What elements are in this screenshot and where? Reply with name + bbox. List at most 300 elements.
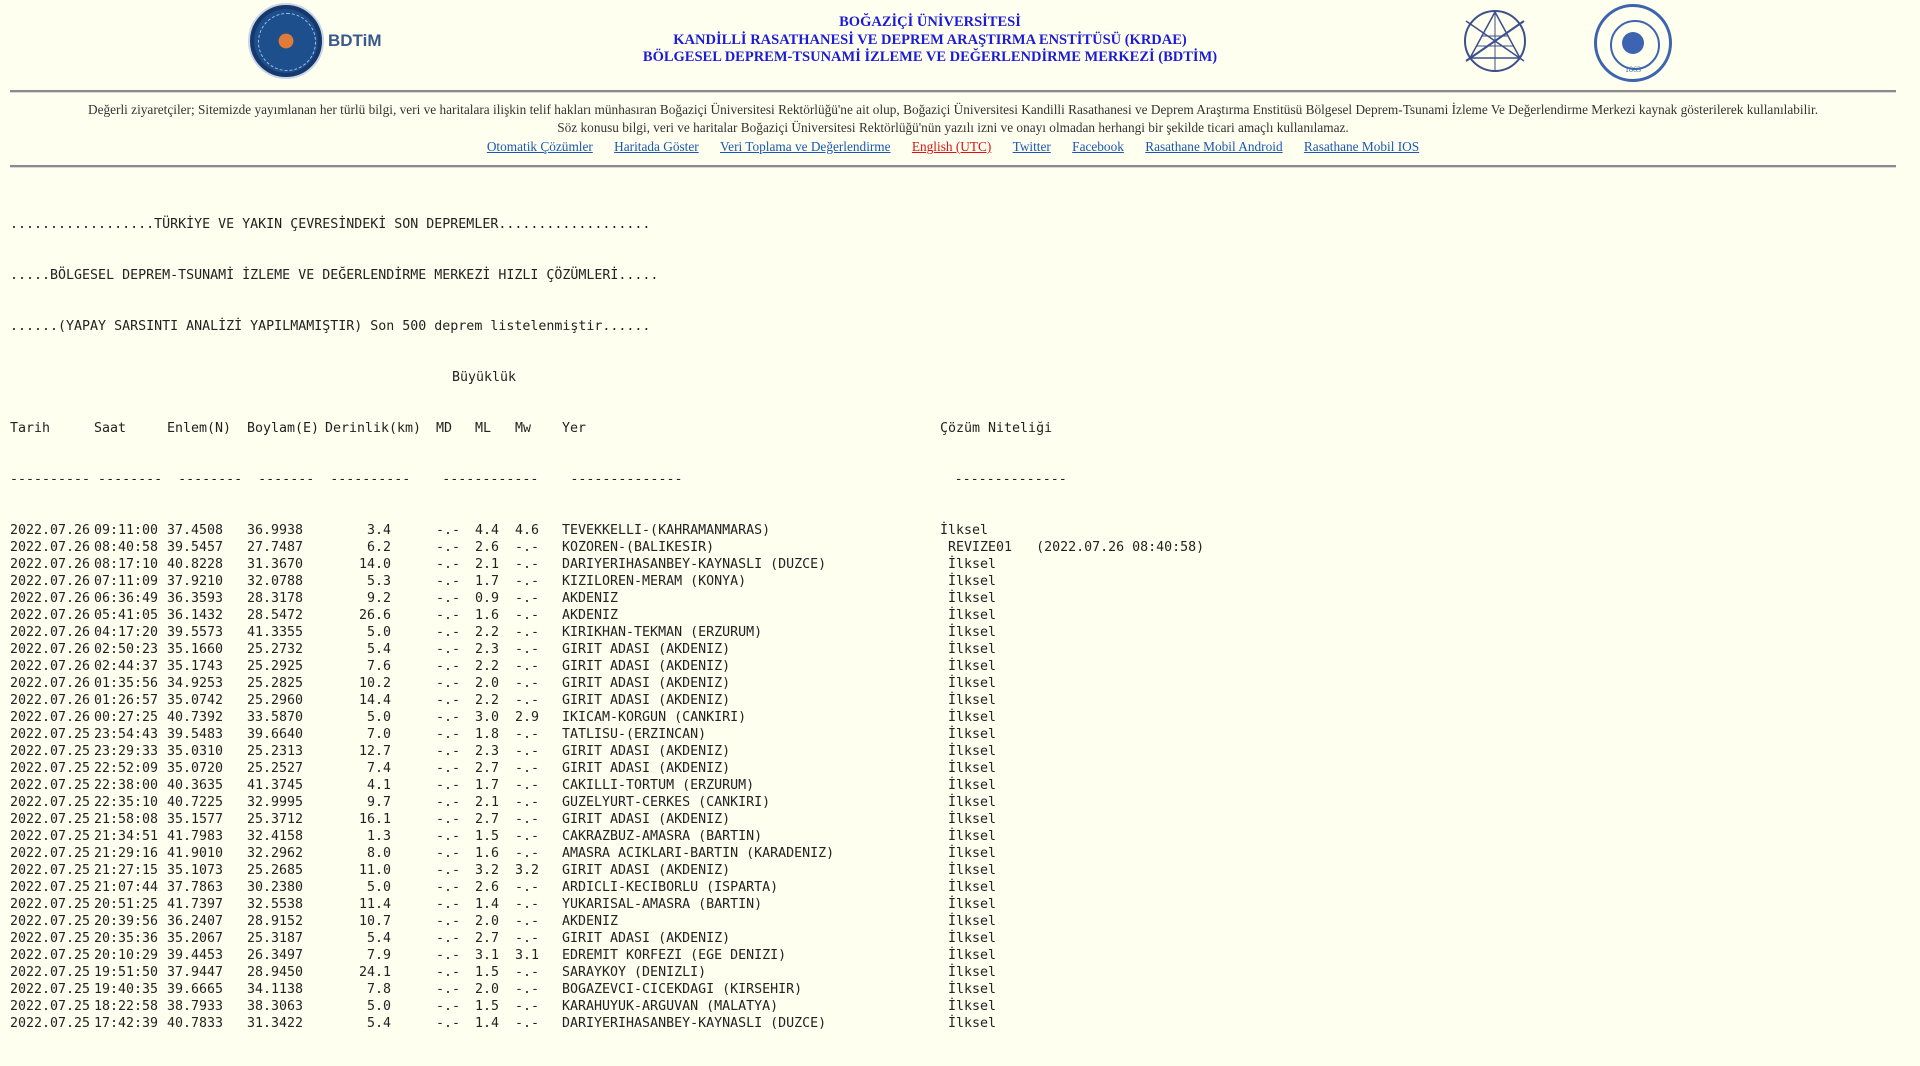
cell-time: 19:40:35 [94, 982, 159, 997]
cell-depth: 26.6 [358, 608, 391, 623]
header-titles [560, 14, 1300, 67]
cell-mw: -.- [515, 693, 540, 708]
table-row [10, 879, 1910, 896]
cell-mw: -.- [515, 931, 540, 946]
table-row [10, 760, 1910, 777]
cell-location: AKDENIZ [562, 914, 619, 929]
cell-ml: 3.2 [475, 863, 500, 878]
cell-quality: İlksel [940, 591, 997, 606]
cell-date: 2022.07.26 [10, 523, 91, 538]
cell-md: -.- [436, 812, 461, 827]
cell-ml: 4.4 [475, 523, 500, 538]
cell-mw: -.- [515, 761, 540, 776]
cell-date: 2022.07.26 [10, 710, 91, 725]
table-row [10, 641, 1910, 658]
cell-location: ARDICLI-KECIBORLU (ISPARTA) [562, 880, 779, 895]
cell-depth: 5.0 [366, 880, 391, 895]
cell-lon: 32.0788 [247, 574, 304, 589]
cell-ml: 1.7 [475, 778, 500, 793]
cell-date: 2022.07.25 [10, 795, 91, 810]
cell-quality: İlksel [940, 965, 997, 980]
cell-location: GUZELYURT-CERKES (CANKIRI) [562, 795, 771, 810]
copyright-notice [10, 101, 1896, 137]
cell-time: 06:36:49 [94, 591, 159, 606]
table-row [10, 607, 1910, 624]
cell-time: 19:51:50 [94, 965, 159, 980]
university-title: BOĞAZİÇİ ÜNİVERSİTESİ [839, 14, 1021, 30]
col-ml: ML [475, 421, 492, 436]
cell-time: 22:35:10 [94, 795, 159, 810]
cell-date: 2022.07.25 [10, 812, 91, 827]
cell-md: -.- [436, 829, 461, 844]
cell-date: 2022.07.25 [10, 931, 91, 946]
cell-time: 20:10:29 [94, 948, 159, 963]
cell-ml: 2.7 [475, 812, 500, 827]
col-depth: Derinlik(km) [325, 421, 422, 436]
cell-mw: -.- [515, 846, 540, 861]
cell-depth: 7.6 [366, 659, 391, 674]
cell-md: -.- [436, 642, 461, 657]
cell-location: KIRIKHAN-TEKMAN (ERZURUM) [562, 625, 763, 640]
cell-time: 02:44:37 [94, 659, 159, 674]
cell-time: 08:17:10 [94, 557, 159, 572]
cell-mw: -.- [515, 659, 540, 674]
cell-mw: -.- [515, 591, 540, 606]
separator-row: ---------- -------- -------- ------- ---------- ------------ -------------- -------------- [10, 472, 1067, 487]
cell-quality: İlksel [940, 523, 989, 538]
cell-location: AKDENIZ [562, 608, 619, 623]
cell-mw: -.- [515, 574, 540, 589]
cell-mw: 3.1 [515, 948, 540, 963]
magnitude-group-label: Büyüklük [452, 370, 517, 385]
table-row [10, 743, 1910, 760]
cell-lon: 32.5538 [247, 897, 304, 912]
link-show-on-map[interactable]: Haritada Göster [614, 139, 699, 154]
cell-lat: 35.1577 [167, 812, 224, 827]
cell-quality: İlksel [940, 795, 997, 810]
cell-md: -.- [436, 557, 461, 572]
listing-heading-1: ..................TÜRKİYE VE YAKIN ÇEVRESİNDEKİ SON DEPREMLER................... [10, 217, 651, 232]
cell-lat: 37.7863 [167, 880, 224, 895]
table-row [10, 573, 1910, 590]
col-date: Tarih [10, 421, 51, 436]
cell-lon: 34.1138 [247, 982, 304, 997]
cell-lat: 35.0310 [167, 744, 224, 759]
cell-ml: 0.9 [475, 591, 500, 606]
cell-ml: 1.6 [475, 608, 500, 623]
cell-time: 01:35:56 [94, 676, 159, 691]
cell-time: 21:27:15 [94, 863, 159, 878]
cell-location: KARAHUYUK-ARGUVAN (MALATYA) [562, 999, 779, 1014]
cell-location: GIRIT ADASI (AKDENIZ) [562, 863, 731, 878]
cell-depth: 5.4 [366, 931, 391, 946]
cell-ml: 2.2 [475, 693, 500, 708]
cell-depth: 24.1 [358, 965, 391, 980]
cell-mw: -.- [515, 880, 540, 895]
cell-location: TATLISU-(ERZINCAN) [562, 727, 707, 742]
cell-time: 05:41:05 [94, 608, 159, 623]
cell-lon: 28.9152 [247, 914, 304, 929]
table-row [10, 828, 1910, 845]
table-row [10, 998, 1910, 1015]
cell-lon: 32.9995 [247, 795, 304, 810]
cell-md: -.- [436, 710, 461, 725]
cell-depth: 6.2 [366, 540, 391, 555]
cell-lat: 37.9210 [167, 574, 224, 589]
cell-ml: 1.5 [475, 829, 500, 844]
cell-md: -.- [436, 1016, 461, 1031]
table-row [10, 556, 1910, 573]
cell-date: 2022.07.26 [10, 591, 91, 606]
cell-date: 2022.07.26 [10, 676, 91, 691]
cell-time: 01:26:57 [94, 693, 159, 708]
cell-location: KIZILOREN-MERAM (KONYA) [562, 574, 747, 589]
cell-depth: 7.9 [366, 948, 391, 963]
cell-depth: 3.4 [366, 523, 391, 538]
cell-date: 2022.07.25 [10, 914, 91, 929]
cell-date: 2022.07.25 [10, 761, 91, 776]
cell-location: GIRIT ADASI (AKDENIZ) [562, 744, 731, 759]
link-data-collection[interactable]: Veri Toplama ve Değerlendirme [720, 139, 891, 154]
cell-lon: 27.7487 [247, 540, 304, 555]
cell-lon: 25.2925 [247, 659, 304, 674]
cell-md: -.- [436, 948, 461, 963]
cell-md: -.- [436, 676, 461, 691]
cell-location: AKDENIZ [562, 591, 619, 606]
notice-line-2: Söz konusu bilgi, veri ve haritalar Boğaziçi Üniversitesi Rektörlüğü'nün yazılı izni ve onayı olmadan herhangi bir şekilde ticari amaçlı kullanılamaz. [557, 120, 1349, 135]
cell-time: 20:35:36 [94, 931, 159, 946]
cell-ml: 2.0 [475, 982, 500, 997]
cell-ml: 2.7 [475, 761, 500, 776]
cell-mw: -.- [515, 727, 540, 742]
cell-quality: İlksel [940, 863, 997, 878]
table-row [10, 845, 1910, 862]
cell-time: 02:50:23 [94, 642, 159, 657]
cell-mw: -.- [515, 744, 540, 759]
cell-md: -.- [436, 744, 461, 759]
cell-md: -.- [436, 727, 461, 742]
bdtim-logo-text: BDTiM [328, 31, 382, 50]
cell-lat: 35.1660 [167, 642, 224, 657]
cell-ml: 2.0 [475, 914, 500, 929]
cell-lon: 33.5870 [247, 710, 304, 725]
cell-time: 22:52:09 [94, 761, 159, 776]
cell-depth: 11.0 [358, 863, 391, 878]
cell-ml: 1.8 [475, 727, 500, 742]
col-lat: Enlem(N) [167, 421, 232, 436]
cell-quality: İlksel [940, 778, 997, 793]
cell-quality: İlksel [940, 931, 997, 946]
cell-location: GIRIT ADASI (AKDENIZ) [562, 676, 731, 691]
cell-md: -.- [436, 914, 461, 929]
cell-location: GIRIT ADASI (AKDENIZ) [562, 659, 731, 674]
cell-date: 2022.07.25 [10, 880, 91, 895]
cell-time: 21:07:44 [94, 880, 159, 895]
cell-md: -.- [436, 625, 461, 640]
cell-lon: 30.2380 [247, 880, 304, 895]
cell-mw: -.- [515, 625, 540, 640]
cell-location: AMASRA ACIKLARI-BARTIN (KARADENIZ) [562, 846, 835, 861]
cell-md: -.- [436, 778, 461, 793]
cell-ml: 2.3 [475, 642, 500, 657]
cell-mw: -.- [515, 812, 540, 827]
cell-lat: 36.1432 [167, 608, 224, 623]
cell-depth: 14.0 [358, 557, 391, 572]
cell-location: GIRIT ADASI (AKDENIZ) [562, 931, 731, 946]
table-row [10, 777, 1910, 794]
cell-depth: 5.3 [366, 574, 391, 589]
cell-date: 2022.07.26 [10, 574, 91, 589]
divider-top [10, 90, 1896, 93]
header [0, 0, 1920, 86]
cell-md: -.- [436, 693, 461, 708]
bdtim-emblem-icon [248, 3, 324, 79]
cell-lat: 40.8228 [167, 557, 224, 572]
cell-quality: İlksel [940, 846, 997, 861]
cell-lat: 34.9253 [167, 676, 224, 691]
cell-lon: 25.2960 [247, 693, 304, 708]
cell-date: 2022.07.25 [10, 863, 91, 878]
cell-depth: 16.1 [358, 812, 391, 827]
cell-time: 21:29:16 [94, 846, 159, 861]
cell-quality: İlksel [940, 761, 997, 776]
cell-lon: 25.2685 [247, 863, 304, 878]
cell-lat: 35.1073 [167, 863, 224, 878]
cell-quality: İlksel [940, 659, 997, 674]
cell-date: 2022.07.25 [10, 999, 91, 1014]
cell-location: GIRIT ADASI (AKDENIZ) [562, 761, 731, 776]
table-row [10, 964, 1910, 981]
cell-location: CAKILLI-TORTUM (ERZURUM) [562, 778, 755, 793]
cell-time: 21:34:51 [94, 829, 159, 844]
cell-ml: 1.5 [475, 965, 500, 980]
cell-lon: 31.3422 [247, 1016, 304, 1031]
cell-quality: İlksel [940, 948, 997, 963]
cell-time: 20:39:56 [94, 914, 159, 929]
cell-ml: 2.6 [475, 540, 500, 555]
cell-date: 2022.07.25 [10, 897, 91, 912]
cell-depth: 9.7 [366, 795, 391, 810]
cell-ml: 2.6 [475, 880, 500, 895]
cell-mw: -.- [515, 1016, 540, 1031]
cell-md: -.- [436, 965, 461, 980]
cell-quality: İlksel [940, 829, 997, 844]
cell-lat: 35.1743 [167, 659, 224, 674]
table-row [10, 624, 1910, 641]
cell-depth: 9.2 [366, 591, 391, 606]
cell-lat: 40.7225 [167, 795, 224, 810]
cell-time: 09:11:00 [94, 523, 159, 538]
link-mobile-android[interactable]: Rasathane Mobil Android [1145, 139, 1283, 154]
cell-depth: 8.0 [366, 846, 391, 861]
table-row [10, 811, 1910, 828]
cell-location: DARIYERIHASANBEY-KAYNASLI (DUZCE) [562, 557, 827, 572]
cell-location: SARAYKOY (DENIZLI) [562, 965, 707, 980]
cell-lon: 28.3178 [247, 591, 304, 606]
bdtim-logo[interactable] [248, 3, 382, 81]
table-row [10, 658, 1910, 675]
cell-date: 2022.07.26 [10, 693, 91, 708]
cell-lat: 40.3635 [167, 778, 224, 793]
cell-date: 2022.07.25 [10, 829, 91, 844]
kandilli-observatory-logo-icon [1456, 6, 1534, 76]
cell-depth: 7.0 [366, 727, 391, 742]
cell-ml: 1.4 [475, 1016, 500, 1031]
cell-quality: İlksel [940, 982, 997, 997]
cell-quality: İlksel [940, 693, 997, 708]
cell-location: DARIYERIHASANBEY-KAYNASLI (DUZCE) [562, 1016, 827, 1031]
cell-time: 20:51:25 [94, 897, 159, 912]
cell-time: 23:29:33 [94, 744, 159, 759]
cell-lat: 39.5573 [167, 625, 224, 640]
col-location: Yer [562, 421, 587, 436]
cell-mw: -.- [515, 999, 540, 1014]
cell-ml: 2.1 [475, 795, 500, 810]
cell-mw: -.- [515, 642, 540, 657]
cell-date: 2022.07.25 [10, 778, 91, 793]
cell-location: BOGAZEVCI-CICEKDAGI (KIRSEHIR) [562, 982, 803, 997]
cell-lat: 39.5483 [167, 727, 224, 742]
institute-title: KANDİLLİ RASATHANESİ VE DEPREM ARAŞTIRMA ENSTİTÜSÜ (KRDAE) [673, 31, 1187, 48]
cell-lon: 25.3712 [247, 812, 304, 827]
cell-lon: 25.2825 [247, 676, 304, 691]
cell-depth: 5.4 [366, 642, 391, 657]
cell-time: 08:40:58 [94, 540, 159, 555]
cell-lon: 38.3063 [247, 999, 304, 1014]
table-row [10, 709, 1910, 726]
link-facebook[interactable]: Facebook [1072, 139, 1124, 154]
cell-mw: -.- [515, 965, 540, 980]
notice-line-1: Değerli ziyaretçiler; Sitemizde yayımlanan her türlü bilgi, veri ve haritalara ilişkin telif hakları münhasıran Boğaziçi Üniversitesi Rektörlüğü'ne ait olup, Boğaziçi Üniversitesi Kandilli Rasathanesi ve Deprem Araştırma Enstitüsü Bölgesel Deprem-Tsunami İzleme Ve Değerlendirme Merkezi kaynak gösterilerek kullanılabilir. [87, 102, 1819, 117]
cell-lon: 25.2527 [247, 761, 304, 776]
col-lon: Boylam(E) [247, 421, 320, 436]
cell-quality: İlksel [940, 625, 997, 640]
cell-location: GIRIT ADASI (AKDENIZ) [562, 693, 731, 708]
cell-depth: 4.1 [366, 778, 391, 793]
cell-date: 2022.07.26 [10, 625, 91, 640]
cell-date: 2022.07.25 [10, 744, 91, 759]
table-row [10, 692, 1910, 709]
cell-depth: 5.4 [366, 1016, 391, 1031]
cell-date: 2022.07.26 [10, 659, 91, 674]
cell-date: 2022.07.25 [10, 1016, 91, 1031]
cell-time: 22:38:00 [94, 778, 159, 793]
cell-lon: 41.3355 [247, 625, 304, 640]
cell-date: 2022.07.26 [10, 540, 91, 555]
cell-quality: İlksel [940, 744, 997, 759]
link-twitter[interactable]: Twitter [1012, 139, 1051, 154]
link-automatic-solutions[interactable]: Otomatik Çözümler [486, 139, 593, 154]
cell-quality: İlksel [940, 880, 997, 895]
table-row [10, 947, 1910, 964]
link-mobile-ios[interactable]: Rasathane Mobil IOS [1303, 139, 1420, 154]
cell-ml: 2.2 [475, 625, 500, 640]
cell-ml: 1.6 [475, 846, 500, 861]
cell-md: -.- [436, 608, 461, 623]
cell-depth: 14.4 [358, 693, 391, 708]
cell-depth: 5.0 [366, 710, 391, 725]
cell-lat: 35.0720 [167, 761, 224, 776]
cell-depth: 10.7 [358, 914, 391, 929]
listing-heading-3: ......(YAPAY SARSINTI ANALİZİ YAPILMAMIŞTIR) Son 500 deprem listelenmiştir...... [10, 319, 651, 334]
cell-depth: 10.2 [358, 676, 391, 691]
cell-lon: 36.9938 [247, 523, 304, 538]
cell-time: 07:11:09 [94, 574, 159, 589]
table-row [10, 1015, 1910, 1032]
cell-date: 2022.07.25 [10, 965, 91, 980]
cell-location: YUKARISAL-AMASRA (BARTIN) [562, 897, 763, 912]
table-row [10, 896, 1910, 913]
cell-depth: 7.4 [366, 761, 391, 776]
cell-ml: 2.3 [475, 744, 500, 759]
cell-quality: REVIZE01 (2022.07.26 08:40:58) [940, 540, 1205, 555]
cell-lon: 31.3670 [247, 557, 304, 572]
cell-lat: 35.0742 [167, 693, 224, 708]
link-english-utc[interactable]: English (UTC) [911, 139, 992, 154]
cell-md: -.- [436, 540, 461, 555]
cell-quality: İlksel [940, 727, 997, 742]
cell-md: -.- [436, 999, 461, 1014]
cell-md: -.- [436, 863, 461, 878]
table-row [10, 522, 1910, 539]
earthquake-listing [10, 182, 1910, 1031]
table-row [10, 726, 1910, 743]
cell-depth: 5.0 [366, 625, 391, 640]
cell-depth: 11.4 [358, 897, 391, 912]
cell-quality: İlksel [940, 710, 997, 725]
cell-ml: 3.1 [475, 948, 500, 963]
cell-md: -.- [436, 574, 461, 589]
listing-heading-2: .....BÖLGESEL DEPREM-TSUNAMİ İZLEME VE DEĞERLENDİRME MERKEZİ HIZLI ÇÖZÜMLERİ..... [10, 268, 659, 283]
cell-lon: 32.2962 [247, 846, 304, 861]
cell-ml: 1.4 [475, 897, 500, 912]
cell-time: 23:54:43 [94, 727, 159, 742]
cell-location: TEVEKKELLI-(KAHRAMANMARAS) [562, 523, 771, 538]
cell-lat: 40.7833 [167, 1016, 224, 1031]
cell-md: -.- [436, 846, 461, 861]
cell-ml: 2.0 [475, 676, 500, 691]
cell-mw: -.- [515, 829, 540, 844]
col-mw: Mw [515, 421, 532, 436]
cell-md: -.- [436, 982, 461, 997]
cell-mw: -.- [515, 795, 540, 810]
cell-ml: 2.2 [475, 659, 500, 674]
cell-md: -.- [436, 659, 461, 674]
cell-depth: 12.7 [358, 744, 391, 759]
cell-depth: 1.3 [366, 829, 391, 844]
cell-mw: -.- [515, 897, 540, 912]
cell-mw: 4.6 [515, 523, 540, 538]
cell-date: 2022.07.25 [10, 727, 91, 742]
cell-ml: 2.7 [475, 931, 500, 946]
cell-ml: 1.5 [475, 999, 500, 1014]
cell-quality: İlksel [940, 897, 997, 912]
cell-lon: 39.6640 [247, 727, 304, 742]
cell-lat: 41.9010 [167, 846, 224, 861]
cell-lon: 32.4158 [247, 829, 304, 844]
cell-lat: 37.4508 [167, 523, 224, 538]
cell-quality: İlksel [940, 914, 997, 929]
nav-links [10, 139, 1896, 155]
earthquake-rows [10, 522, 1910, 1032]
cell-lat: 41.7397 [167, 897, 224, 912]
cell-mw: 2.9 [515, 710, 540, 725]
table-row [10, 794, 1910, 811]
cell-lon: 26.3497 [247, 948, 304, 963]
cell-date: 2022.07.25 [10, 948, 91, 963]
cell-quality: İlksel [940, 999, 997, 1014]
cell-mw: -.- [515, 557, 540, 572]
